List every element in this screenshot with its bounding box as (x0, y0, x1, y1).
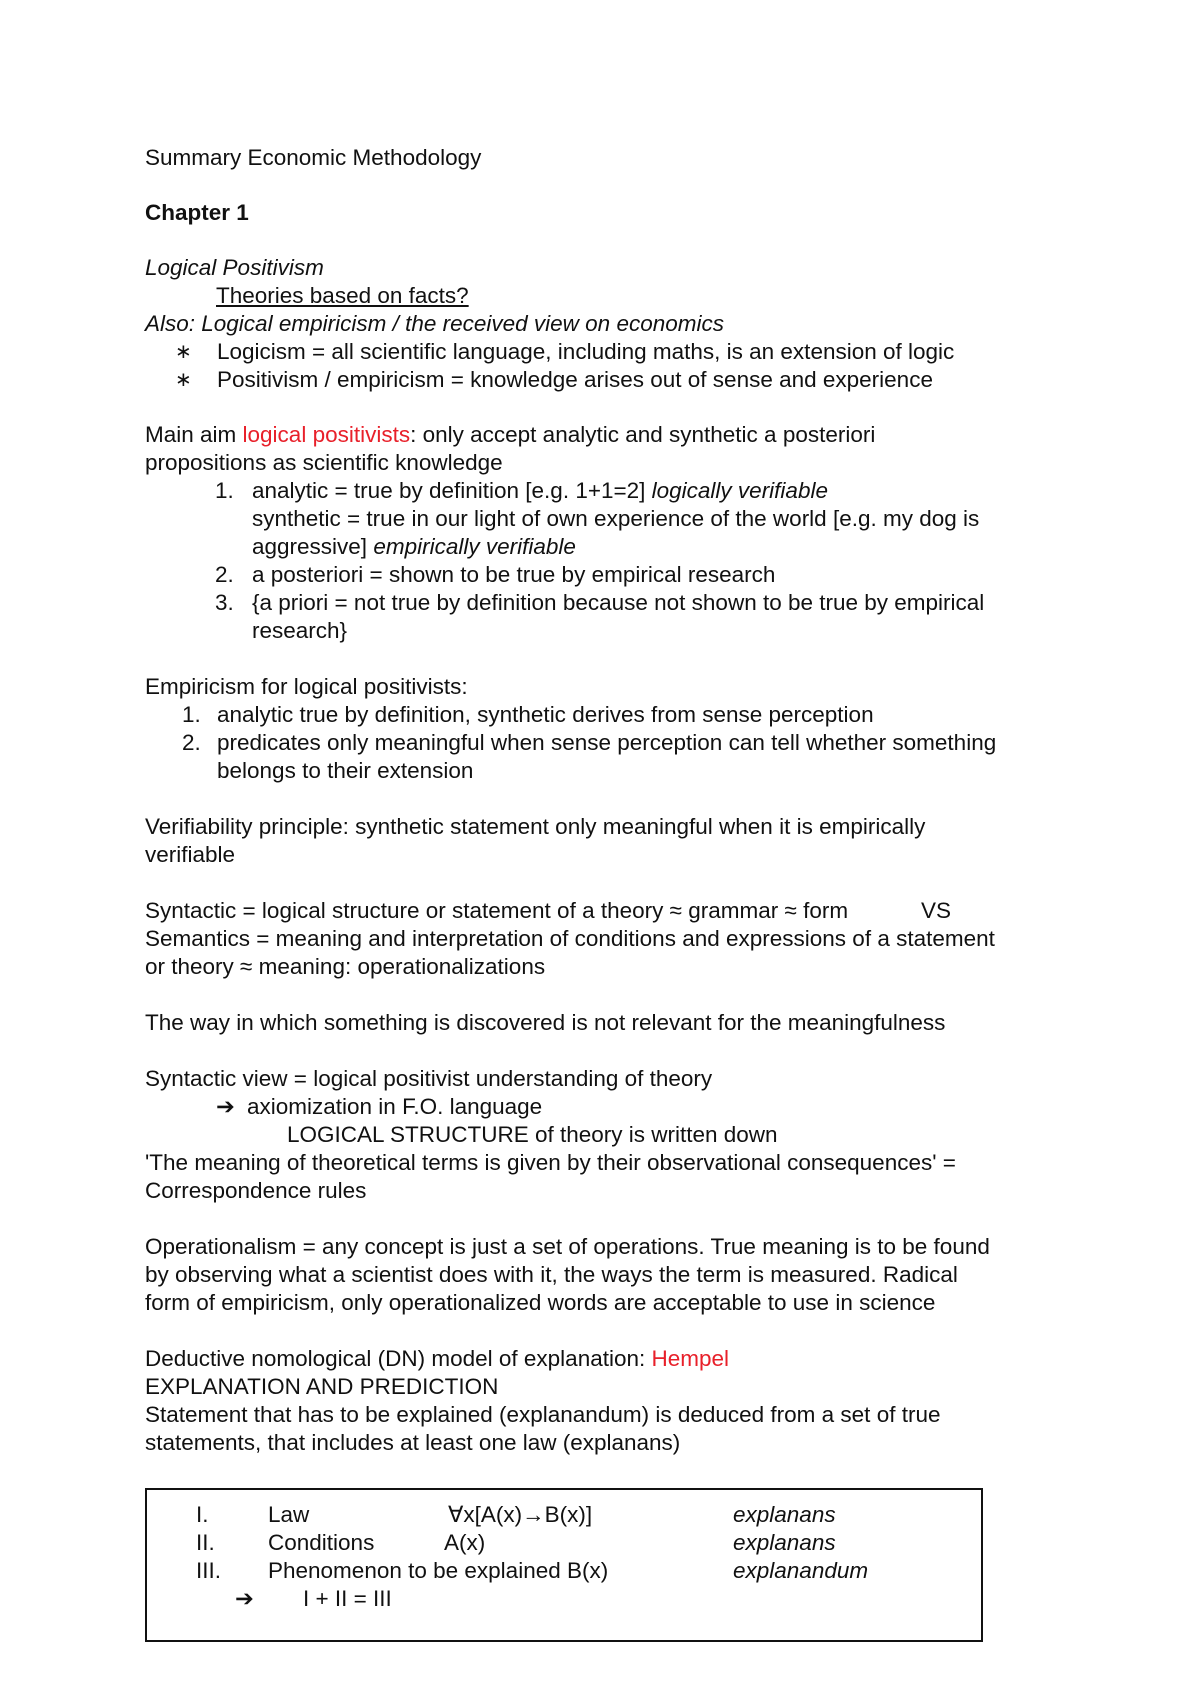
dn-model-line3: Statement that has to be explained (explanandum) is deduced from a set of true (145, 1402, 941, 1427)
chapter-heading: Chapter 1 (145, 200, 249, 225)
table-row-role: explanans (733, 1530, 836, 1555)
table-row-label: Law (268, 1502, 310, 1527)
table-row-num: II. (196, 1530, 215, 1555)
table-row-num: III. (196, 1558, 222, 1583)
arrow-icon: ➔ (216, 1094, 235, 1119)
bullet-symbol: ∗ (175, 341, 192, 363)
syntactic-view-line2: axiomization in F.O. language (247, 1094, 543, 1119)
table-row-role: explanans (733, 1502, 836, 1527)
aim-item-3: {a priori = not true by definition because not shown to be true by empirical (252, 590, 985, 615)
table-row-formula: ∀x[A(x)→B(x)] (448, 1502, 593, 1527)
semantics-line2: or theory ≈ meaning: operationalizations (145, 954, 546, 979)
table-conclusion: I + II = III (303, 1586, 392, 1611)
vs-label: VS (921, 898, 952, 923)
syntactic-view-line1: Syntactic view = logical positivist understanding of theory (145, 1066, 713, 1091)
main-aim-line (145, 421, 875, 449)
aim-item-2: a posteriori = shown to be true by empirical research (252, 562, 776, 587)
empiricism-heading: Empiricism for logical positivists: (145, 674, 468, 699)
dn-model-line2: EXPLANATION AND PREDICTION (145, 1374, 499, 1399)
verifiability-line2: verifiable (145, 842, 236, 867)
main-aim-suffix: : only accept analytic and synthetic a posteriori (410, 422, 876, 447)
section-heading: Logical Positivism (145, 255, 324, 280)
verifiability-line1: Verifiability principle: synthetic statement only meaningful when it is empirically (145, 814, 926, 839)
dn-model-prefix: Deductive nomological (DN) model of explanation: (145, 1346, 652, 1371)
list-number: 2. (215, 562, 234, 587)
empiricism-item-1: analytic true by definition, synthetic derives from sense perception (217, 702, 874, 727)
empiricism-item-2: predicates only meaningful when sense perception can tell whether something (217, 730, 997, 755)
list-number: 3. (215, 590, 234, 615)
dn-model-line4: statements, that includes at least one law (explanans) (145, 1430, 681, 1455)
aim-item-1-italic: logically verifiable (651, 478, 828, 503)
theories-question: Theories based on facts? (216, 283, 469, 308)
bullet-item: Logicism = all scientific language, including maths, is an extension of logic (217, 339, 955, 364)
syntactic-view-line5: Correspondence rules (145, 1178, 367, 1203)
empiricism-item-2-line2: belongs to their extension (217, 758, 474, 783)
aim-item-3-line2: research} (252, 618, 348, 643)
document-title: Summary Economic Methodology (145, 145, 482, 170)
aim-item-1 (252, 477, 828, 505)
aim-item-1-line3 (252, 533, 576, 561)
table-row-label: Conditions (268, 1530, 375, 1555)
also-line: Also: Logical empiricism / the received view on economics (145, 311, 724, 336)
aim-item-1-line3-italic: empirically verifiable (373, 534, 576, 559)
main-aim-line2: propositions as scientific knowledge (145, 450, 503, 475)
dn-model-highlight: Hempel (651, 1346, 730, 1371)
table-row-num: I. (196, 1502, 209, 1527)
table-row-formula: A(x) (444, 1530, 486, 1555)
operationalism-line2: by observing what a scientist does with it, the ways the term is measured. Radical (145, 1262, 958, 1287)
arrow-icon: ➔ (235, 1586, 254, 1611)
syntactic-view-line3: LOGICAL STRUCTURE of theory is written down (287, 1122, 778, 1147)
list-number: 1. (182, 702, 201, 727)
bullet-symbol: ∗ (175, 369, 192, 391)
discovery-line: The way in which something is discovered is not relevant for the meaningfulness (145, 1010, 946, 1035)
list-number: 1. (215, 478, 234, 503)
operationalism-line3: form of empiricism, only operationalized words are acceptable to use in science (145, 1290, 936, 1315)
table-row-role: explanandum (733, 1558, 869, 1583)
main-aim-prefix: Main aim (145, 422, 243, 447)
table-row-label: Phenomenon to be explained B(x) (268, 1558, 609, 1583)
syntactic-view-line4: 'The meaning of theoretical terms is given by their observational consequences' = (145, 1150, 956, 1175)
syntactic-line1: Syntactic = logical structure or statement of a theory ≈ grammar ≈ form (145, 898, 849, 923)
list-number: 2. (182, 730, 201, 755)
semantics-line: Semantics = meaning and interpretation of conditions and expressions of a statement (145, 926, 995, 951)
dn-model-line1 (145, 1345, 729, 1373)
aim-item-1-line2: synthetic = true in our light of own experience of the world [e.g. my dog is (252, 506, 980, 531)
operationalism-line1: Operationalism = any concept is just a set of operations. True meaning is to be found (145, 1234, 990, 1259)
aim-item-1-text: analytic = true by definition [e.g. 1+1=2] (252, 478, 652, 503)
bullet-item: Positivism / empiricism = knowledge arises out of sense and experience (217, 367, 933, 392)
main-aim-highlight: logical positivists (242, 422, 411, 447)
aim-item-1-line3-text: aggressive] (252, 534, 374, 559)
